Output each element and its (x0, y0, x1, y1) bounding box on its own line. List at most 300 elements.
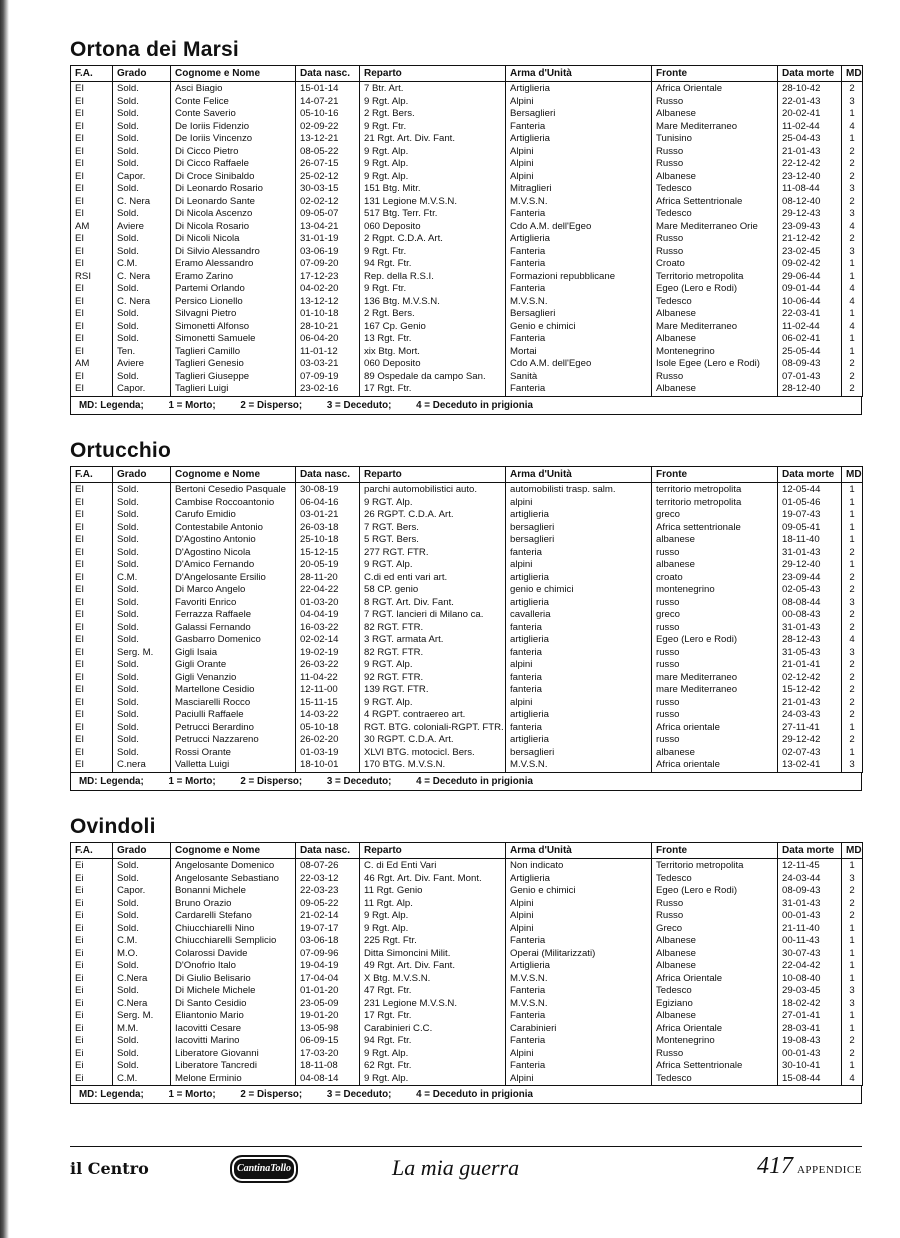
cell-fa: EI (71, 659, 113, 672)
cell-reparto: parchi automobilistici auto. (360, 483, 506, 497)
cell-arma: Alpini (506, 1048, 652, 1061)
cell-reparto: 4 RGPT. contraereo art. (360, 709, 506, 722)
cell-data-morte: 12-05-44 (778, 483, 842, 497)
cell-reparto: 9 RGT. Alp. (360, 559, 506, 572)
cell-data-morte: 25-05-44 (778, 346, 842, 359)
table-row (71, 346, 863, 359)
cell-fa: EI (71, 171, 113, 184)
cell-grado: Sold. (113, 559, 171, 572)
cell-fa: EI (71, 196, 113, 209)
column-header-fa: F.A. (71, 66, 113, 82)
table-row (71, 358, 863, 371)
cell-data-nasc: 07-09-20 (296, 258, 360, 271)
table-row (71, 960, 863, 973)
cell-grado: C. Nera (113, 196, 171, 209)
cell-fronte: Russo (652, 371, 778, 384)
cell-fronte: Albanese (652, 383, 778, 396)
cell-reparto: 2 Rgpt. C.D.A. Art. (360, 233, 506, 246)
cell-nome: Liberatore Tancredi (171, 1060, 296, 1073)
cell-md: 1 (842, 559, 863, 572)
cell-nome: Di Silvio Alessandro (171, 246, 296, 259)
cell-data-nasc: 06-04-20 (296, 333, 360, 346)
cell-fa: Ei (71, 859, 113, 873)
cell-nome: Di Giulio Belisario (171, 973, 296, 986)
cell-fronte: albanese (652, 534, 778, 547)
cell-data-morte: 13-02-41 (778, 759, 842, 772)
cell-data-nasc: 15-01-14 (296, 82, 360, 96)
cell-data-nasc: 22-03-23 (296, 885, 360, 898)
cell-reparto: 58 CP. genio (360, 584, 506, 597)
cell-nome: Petrucci Nazzareno (171, 734, 296, 747)
cell-data-morte: 29-06-44 (778, 271, 842, 284)
cell-grado: M.M. (113, 1023, 171, 1036)
cell-data-morte: 31-05-43 (778, 647, 842, 660)
cell-data-morte: 00-11-43 (778, 935, 842, 948)
cell-reparto: 11 Rgt. Alp. (360, 898, 506, 911)
cell-fronte: Albanese (652, 333, 778, 346)
cell-grado: C.M. (113, 572, 171, 585)
cell-data-nasc: 19-07-17 (296, 923, 360, 936)
cell-grado: Capor. (113, 383, 171, 396)
cell-fa: Ei (71, 1060, 113, 1073)
cell-data-morte: 28-12-40 (778, 383, 842, 396)
cell-nome: De Ioriis Vincenzo (171, 133, 296, 146)
cell-reparto: 7 Btr. Art. (360, 82, 506, 96)
cell-md: 1 (842, 1023, 863, 1036)
cell-nome: Di Leonardo Rosario (171, 183, 296, 196)
cell-grado: Capor. (113, 885, 171, 898)
cell-reparto: 7 RGT. lancieri di Milano ca. (360, 609, 506, 622)
cell-data-morte: 25-04-43 (778, 133, 842, 146)
cell-fa: EI (71, 321, 113, 334)
cell-data-morte: 29-12-43 (778, 208, 842, 221)
cell-grado: Sold. (113, 910, 171, 923)
cell-fa: Ei (71, 973, 113, 986)
cell-fronte: mare Mediterraneo (652, 672, 778, 685)
cell-reparto: 89 Ospedale da campo San. (360, 371, 506, 384)
table-header-row (71, 843, 863, 859)
cell-reparto: 9 Rgt. Alp. (360, 96, 506, 109)
cell-fronte: Russo (652, 96, 778, 109)
cell-nome: Taglieri Genesio (171, 358, 296, 371)
cell-data-morte: 29-12-40 (778, 559, 842, 572)
cell-nome: Di Marco Angelo (171, 584, 296, 597)
table-row (71, 522, 863, 535)
cell-reparto: 46 Rgt. Art. Div. Fant. Mont. (360, 873, 506, 886)
column-header-fa: F.A. (71, 467, 113, 483)
cell-fronte: russo (652, 597, 778, 610)
table-row (71, 196, 863, 209)
cell-reparto: X Btg. M.V.S.N. (360, 973, 506, 986)
cell-fronte: Africa Settentrionale (652, 196, 778, 209)
cell-fronte: Tedesco (652, 208, 778, 221)
column-header-arma: Arma d'Unità (506, 467, 652, 483)
cell-md: 2 (842, 659, 863, 672)
cell-data-nasc: 09-05-07 (296, 208, 360, 221)
column-header-data-morte: Data morte (778, 843, 842, 859)
cell-data-morte: 30-10-41 (778, 1060, 842, 1073)
cell-arma: M.V.S.N. (506, 998, 652, 1011)
cell-data-morte: 18-11-40 (778, 534, 842, 547)
cell-fa: EI (71, 759, 113, 772)
cell-grado: Capor. (113, 171, 171, 184)
table-row (71, 96, 863, 109)
cell-grado: C. Nera (113, 271, 171, 284)
cell-reparto: 82 RGT. FTR. (360, 647, 506, 660)
table-row (71, 647, 863, 660)
cell-arma: Fanteria (506, 935, 652, 948)
cell-md: 3 (842, 759, 863, 772)
cell-arma: Fanteria (506, 283, 652, 296)
cell-fa: Ei (71, 1035, 113, 1048)
cell-reparto: 49 Rgt. Art. Div. Fant. (360, 960, 506, 973)
cell-grado: Sold. (113, 734, 171, 747)
cell-fronte: Egeo (Lero e Rodi) (652, 634, 778, 647)
section-ortucchio (70, 438, 862, 791)
cell-data-morte: 08-09-43 (778, 885, 842, 898)
cell-grado: Sold. (113, 1060, 171, 1073)
cell-grado: Sold. (113, 108, 171, 121)
table-body (71, 859, 863, 1086)
cell-md: 3 (842, 183, 863, 196)
column-header-grado: Grado (113, 467, 171, 483)
cell-reparto: 060 Deposito (360, 358, 506, 371)
cell-reparto: 82 RGT. FTR. (360, 622, 506, 635)
cell-grado: Sold. (113, 584, 171, 597)
cell-md: 2 (842, 158, 863, 171)
table-row (71, 910, 863, 923)
cell-data-nasc: 13-04-21 (296, 221, 360, 234)
cell-md: 1 (842, 747, 863, 760)
cell-arma: Genio e chimici (506, 321, 652, 334)
table-row (71, 283, 863, 296)
cell-grado: Sold. (113, 321, 171, 334)
cell-reparto: RGT. BTG. coloniali-RGPT. FTR. (360, 722, 506, 735)
cell-arma: bersaglieri (506, 534, 652, 547)
cell-nome: Simonetti Samuele (171, 333, 296, 346)
cell-nome: D'Angelosante Ersilio (171, 572, 296, 585)
cell-data-nasc: 26-02-20 (296, 734, 360, 747)
table-row (71, 1010, 863, 1023)
cell-md: 2 (842, 910, 863, 923)
cell-nome: Gigli Venanzio (171, 672, 296, 685)
table-row (71, 333, 863, 346)
cell-fronte: Greco (652, 923, 778, 936)
cell-md: 1 (842, 960, 863, 973)
table-row (71, 208, 863, 221)
cell-fronte: Egeo (Lero e Rodi) (652, 283, 778, 296)
cell-md: 1 (842, 923, 863, 936)
cell-fronte: albanese (652, 747, 778, 760)
cell-fronte: Egiziano (652, 998, 778, 1011)
cell-nome: Eramo Zarino (171, 271, 296, 284)
cell-fronte: greco (652, 509, 778, 522)
cell-fronte: Tedesco (652, 183, 778, 196)
cell-grado: C.M. (113, 1073, 171, 1086)
cell-grado: Sold. (113, 722, 171, 735)
cell-grado: Sold. (113, 960, 171, 973)
cell-md: 1 (842, 333, 863, 346)
cell-arma: artiglieria (506, 572, 652, 585)
cell-fa: RSI (71, 271, 113, 284)
cell-grado: C. Nera (113, 296, 171, 309)
cell-data-morte: 10-08-40 (778, 973, 842, 986)
cell-fronte: Russo (652, 898, 778, 911)
cell-nome: Simonetti Alfonso (171, 321, 296, 334)
cell-md: 1 (842, 1060, 863, 1073)
cell-md: 2 (842, 233, 863, 246)
table-row (71, 759, 863, 772)
cell-md: 2 (842, 572, 863, 585)
cell-arma: fanteria (506, 672, 652, 685)
cell-fa: EI (71, 121, 113, 134)
cell-reparto: 9 Rgt. Alp. (360, 171, 506, 184)
cell-grado: Sold. (113, 672, 171, 685)
table-row (71, 509, 863, 522)
legend-item-disperso: 2 = Disperso; (240, 1089, 303, 1100)
table-row (71, 321, 863, 334)
cell-arma: artiglieria (506, 509, 652, 522)
table-row (71, 634, 863, 647)
cell-fa: EI (71, 383, 113, 396)
cell-data-nasc: 14-07-21 (296, 96, 360, 109)
cell-data-morte: 24-03-43 (778, 709, 842, 722)
cell-nome: Paciulli Raffaele (171, 709, 296, 722)
cell-arma: Alpini (506, 171, 652, 184)
cell-nome: Gasbarro Domenico (171, 634, 296, 647)
cell-fronte: Albanese (652, 948, 778, 961)
cell-grado: Sold. (113, 183, 171, 196)
cell-nome: Eliantonio Mario (171, 1010, 296, 1023)
cell-md: 3 (842, 96, 863, 109)
column-header-grado: Grado (113, 843, 171, 859)
cell-fronte: Russo (652, 233, 778, 246)
cell-data-morte: 08-12-40 (778, 196, 842, 209)
cell-fa: EI (71, 497, 113, 510)
cell-reparto: 277 RGT. FTR. (360, 547, 506, 560)
cell-grado: Sold. (113, 659, 171, 672)
cell-fa: EI (71, 584, 113, 597)
cell-fa: EI (71, 622, 113, 635)
column-header-fronte: Fronte (652, 467, 778, 483)
cell-nome: Melone Erminio (171, 1073, 296, 1086)
cell-data-nasc: 12-11-00 (296, 684, 360, 697)
cell-fa: Ei (71, 998, 113, 1011)
cell-data-morte: 19-08-43 (778, 1035, 842, 1048)
table-row (71, 183, 863, 196)
cell-data-morte: 20-02-41 (778, 108, 842, 121)
cell-fronte: Croato (652, 258, 778, 271)
legend-label: MD: Legenda; (79, 775, 144, 787)
cell-fa: EI (71, 709, 113, 722)
cell-md: 1 (842, 483, 863, 497)
cell-reparto: 94 Rgt. Ftr. (360, 1035, 506, 1048)
cell-md: 2 (842, 697, 863, 710)
cell-nome: Angelosante Sebastiano (171, 873, 296, 886)
legend-item-morto: 1 = Morto; (168, 775, 216, 787)
cell-data-morte: 24-03-44 (778, 873, 842, 886)
cell-fa: Ei (71, 910, 113, 923)
cell-arma: Alpini (506, 96, 652, 109)
roster-table (70, 65, 863, 397)
cell-fa: EI (71, 647, 113, 660)
cell-md: 4 (842, 296, 863, 309)
cell-fa: EI (71, 634, 113, 647)
cell-nome: Di Cicco Pietro (171, 146, 296, 159)
cell-data-morte: 21-11-40 (778, 923, 842, 936)
cell-data-nasc: 26-03-22 (296, 659, 360, 672)
cell-fa: EI (71, 96, 113, 109)
table-row (71, 973, 863, 986)
cell-data-nasc: 02-09-22 (296, 121, 360, 134)
cell-fa: EI (71, 684, 113, 697)
table-row (71, 158, 863, 171)
cell-fronte: mare Mediterraneo (652, 684, 778, 697)
cell-data-nasc: 04-08-14 (296, 1073, 360, 1086)
cell-nome: Galassi Fernando (171, 622, 296, 635)
cell-data-nasc: 18-11-08 (296, 1060, 360, 1073)
cell-nome: D'Amico Fernando (171, 559, 296, 572)
cell-fa: EI (71, 734, 113, 747)
column-header-reparto: Reparto (360, 843, 506, 859)
cell-fronte: Territorio metropolita (652, 859, 778, 873)
cell-fronte: Albanese (652, 171, 778, 184)
cell-fa: EI (71, 697, 113, 710)
table-row (71, 609, 863, 622)
cell-md: 3 (842, 246, 863, 259)
cell-data-nasc: 15-11-15 (296, 697, 360, 710)
cell-arma: Fanteria (506, 383, 652, 396)
table-row (71, 233, 863, 246)
cell-reparto: 62 Rgt. Ftr. (360, 1060, 506, 1073)
cell-fronte: Montenegrino (652, 346, 778, 359)
cell-fa: EI (71, 258, 113, 271)
cell-reparto: 94 Rgt. Ftr. (360, 258, 506, 271)
cell-fa: EI (71, 534, 113, 547)
cell-nome: Conte Felice (171, 96, 296, 109)
legend-label: MD: Legenda; (79, 399, 144, 411)
cell-data-morte: 22-12-42 (778, 158, 842, 171)
cell-md: 3 (842, 597, 863, 610)
cell-md: 1 (842, 1010, 863, 1023)
cell-fronte: montenegrino (652, 584, 778, 597)
cell-reparto: 26 RGPT. C.D.A. Art. (360, 509, 506, 522)
cell-md: 1 (842, 948, 863, 961)
table-row (71, 898, 863, 911)
cell-md: 4 (842, 121, 863, 134)
cell-fronte: Tunisino (652, 133, 778, 146)
cell-reparto: 9 Rgt. Ftr. (360, 246, 506, 259)
cell-fa: Ei (71, 960, 113, 973)
cell-grado: Serg. M. (113, 1010, 171, 1023)
cell-data-morte: 11-02-44 (778, 321, 842, 334)
cell-fronte: greco (652, 609, 778, 622)
cell-fa: Ei (71, 1048, 113, 1061)
cell-fronte: Egeo (Lero e Rodi) (652, 885, 778, 898)
table-row (71, 709, 863, 722)
cell-reparto: 9 Rgt. Ftr. (360, 121, 506, 134)
cell-md: 3 (842, 873, 863, 886)
cell-fa: AM (71, 221, 113, 234)
legend-item-morto: 1 = Morto; (168, 399, 216, 411)
cell-fronte: Russo (652, 146, 778, 159)
cell-arma: fanteria (506, 647, 652, 660)
cell-fa: EI (71, 208, 113, 221)
cell-data-nasc: 01-03-19 (296, 747, 360, 760)
cell-reparto: 9 RGT. Alp. (360, 659, 506, 672)
cell-grado: Sold. (113, 534, 171, 547)
cell-md: 2 (842, 684, 863, 697)
cell-md: 1 (842, 497, 863, 510)
cell-data-morte: 02-12-42 (778, 672, 842, 685)
cell-nome: Cardarelli Stefano (171, 910, 296, 923)
cell-grado: Sold. (113, 82, 171, 96)
cell-arma: Bersaglieri (506, 108, 652, 121)
cell-fronte: Mare Mediterraneo (652, 321, 778, 334)
cell-reparto: 7 RGT. Bers. (360, 522, 506, 535)
cell-arma: bersaglieri (506, 522, 652, 535)
cell-fronte: russo (652, 697, 778, 710)
cell-reparto: 2 Rgt. Bers. (360, 108, 506, 121)
cell-data-morte: 30-07-43 (778, 948, 842, 961)
cell-reparto: 21 Rgt. Art. Div. Fant. (360, 133, 506, 146)
cell-reparto: XLVI BTG. motocicl. Bers. (360, 747, 506, 760)
cell-nome: Bruno Orazio (171, 898, 296, 911)
cell-data-morte: 22-04-42 (778, 960, 842, 973)
series-tagline: La mia guerra (392, 1155, 520, 1180)
cell-arma: alpini (506, 697, 652, 710)
cell-data-morte: 21-12-42 (778, 233, 842, 246)
cell-reparto: 3 RGT. armata Art. (360, 634, 506, 647)
column-header-fronte: Fronte (652, 66, 778, 82)
cell-data-nasc: 14-03-22 (296, 709, 360, 722)
cell-grado: C.Nera (113, 973, 171, 986)
cell-grado: Sold. (113, 308, 171, 321)
table-row (71, 171, 863, 184)
cell-md: 1 (842, 973, 863, 986)
cell-grado: C.nera (113, 759, 171, 772)
cell-fa: Ei (71, 885, 113, 898)
table-row (71, 133, 863, 146)
roster-table (70, 466, 863, 773)
table-row (71, 873, 863, 886)
table-row (71, 483, 863, 497)
table-row (71, 622, 863, 635)
cell-reparto: 9 RGT. Alp. (360, 697, 506, 710)
cell-data-morte: 28-03-41 (778, 1023, 842, 1036)
cell-md: 1 (842, 271, 863, 284)
cell-nome: Angelosante Domenico (171, 859, 296, 873)
cell-reparto: Ditta Simoncini Milit. (360, 948, 506, 961)
cell-fa: Ei (71, 1073, 113, 1086)
cell-md: 1 (842, 346, 863, 359)
section-ortona-dei-marsi (70, 37, 862, 415)
cell-fa: EI (71, 346, 113, 359)
cell-nome: Di Cicco Raffaele (171, 158, 296, 171)
legend-item-prigionia: 4 = Deceduto in prigionia (416, 399, 533, 411)
cell-data-nasc: 28-10-21 (296, 321, 360, 334)
cell-md: 1 (842, 108, 863, 121)
cell-md: 2 (842, 898, 863, 911)
cell-data-nasc: 03-06-19 (296, 246, 360, 259)
cell-data-morte: 23-02-45 (778, 246, 842, 259)
cell-fa: EI (71, 296, 113, 309)
legend-item-disperso: 2 = Disperso; (240, 775, 303, 787)
cell-fa: Ei (71, 1010, 113, 1023)
table-row (71, 722, 863, 735)
cell-md: 2 (842, 82, 863, 96)
cell-data-nasc: 13-12-12 (296, 296, 360, 309)
